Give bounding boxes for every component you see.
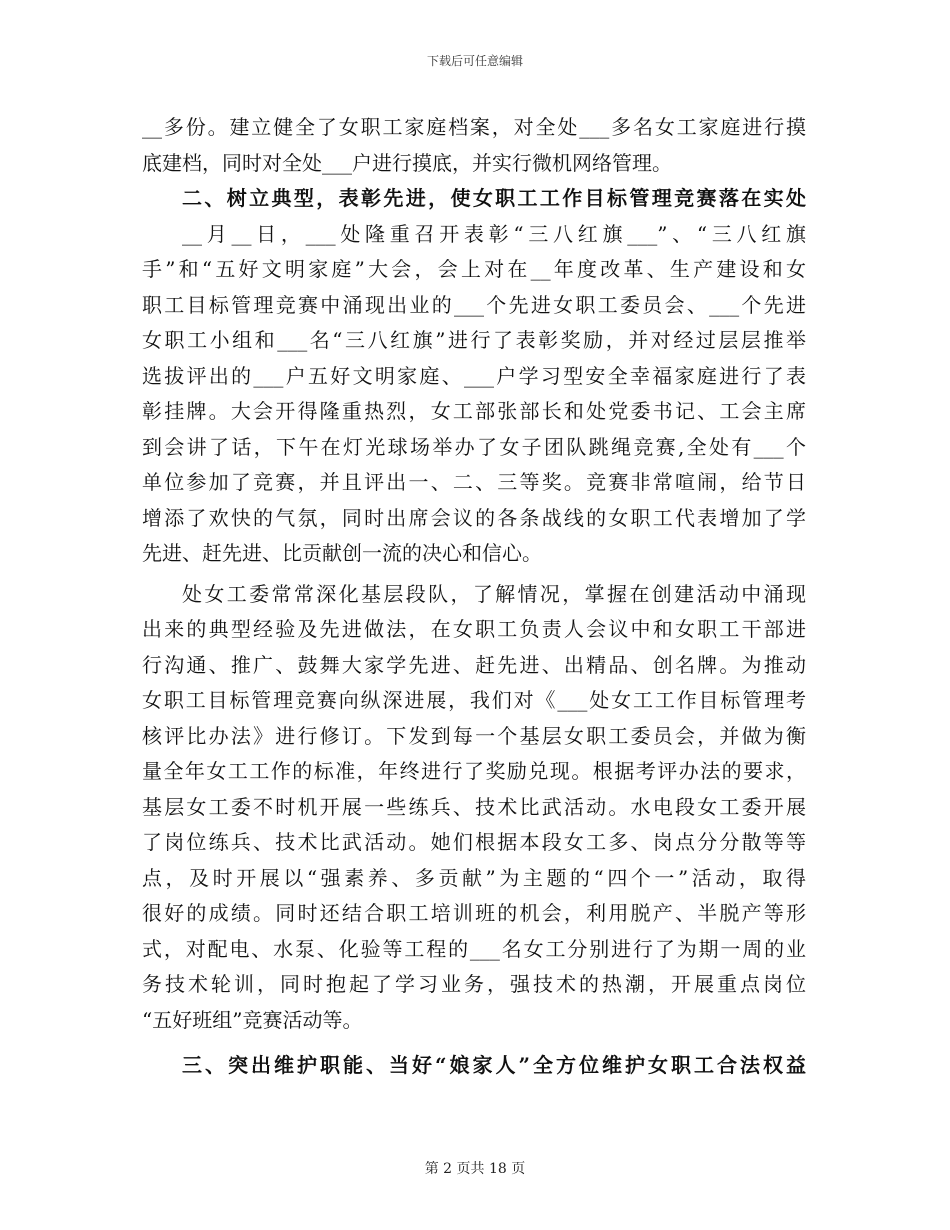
body-line: 底建档，同时对全处___户进行摸底，并实行微机网络管理。: [142, 150, 672, 175]
body-line: 增添了欢快的气氛，同时出席会议的各条战线的女职工代表增加了学: [142, 505, 806, 530]
body-line: 核评比办法》进行修订。下发到每一个基层女职工委员会，并做为衡: [142, 723, 806, 748]
body-line: 先进、赶先进、比贡献创一流的决心和信心。: [142, 541, 542, 565]
body-line: 处女工委常常深化基层段队，了解情况，掌握在创建活动中涌现: [182, 581, 806, 606]
body-line: 选拔评出的___户五好文明家庭、___户学习型安全幸福家庭进行了表: [142, 363, 806, 388]
body-line: 到会讲了话，下午在灯光球场举办了女子团队跳绳竞赛,全处有___个: [142, 434, 806, 459]
body-line: 量全年女工工作的标准，年终进行了奖励兑现。根据考评办法的要求，: [142, 759, 806, 783]
body-line: 手”和“五好文明家庭”大会，会上对在__年度改革、生产建设和女: [142, 257, 806, 281]
body-line: 行沟通、推广、鼓舞大家学先进、赶先进、出精品、创名牌。为推动: [142, 652, 806, 677]
body-line: 出来的典型经验及先进做法，在女职工负责人会议中和女职工干部进: [142, 617, 806, 641]
document-body: [142, 110, 806, 1084]
body-line: 点，及时开展以“强素养、多贡献”为主题的“四个一”活动，取得: [142, 865, 806, 890]
section-heading: 三、突出维护职能、当好“娘家人”全方位维护女职工合法权益: [182, 1053, 806, 1077]
body-line: 基层女工委不时机开展一些练兵、技术比武活动。水电段女工委开展: [142, 794, 806, 819]
body-line: 很好的成绩。同时还结合职工培训班的机会，利用脱产、半脱产等形: [142, 901, 806, 925]
body-line: 务技术轮训，同时抱起了学习业务，强技术的热潮，开展重点岗位: [142, 972, 806, 996]
body-line: 女职工目标管理竞赛向纵深进展，我们对《___处女工工作目标管理考: [142, 688, 806, 712]
body-line: __月__日，___处隆重召开表彰“三八红旗___”、“三八红旗: [182, 221, 806, 246]
body-line: __多份。建立健全了女职工家庭档案，对全处___多名女工家庭进行摸: [142, 115, 806, 139]
section-heading: 二、树立典型，表彰先进，使女职工工作目标管理竞赛落在实处: [182, 186, 806, 210]
body-line: 彰挂牌。大会开得隆重热烈，女工部张部长和处党委书记、工会主席: [142, 399, 806, 423]
body-line: “五好班组”竞赛活动等。: [142, 1007, 363, 1032]
body-line: 职工目标管理竞赛中涌现出业的___个先进女职工委员会、___个先进: [142, 292, 806, 317]
body-line: 单位参加了竞赛，并且评出一、二、三等奖。竞赛非常喧闹，给节日: [142, 470, 806, 494]
page-header: 下载后可任意编辑: [426, 54, 523, 68]
page-number: 第 2 页共 18 页: [424, 1161, 526, 1177]
body-line: 女职工小组和___名“三八红旗”进行了表彰奖励，并对经过层层推举: [142, 328, 806, 352]
body-line: 式，对配电、水泵、化验等工程的___名女工分别进行了为期一周的业: [142, 936, 806, 961]
body-line: 了岗位练兵、技术比武活动。她们根据本段女工多、岗点分分散等等: [142, 830, 806, 854]
